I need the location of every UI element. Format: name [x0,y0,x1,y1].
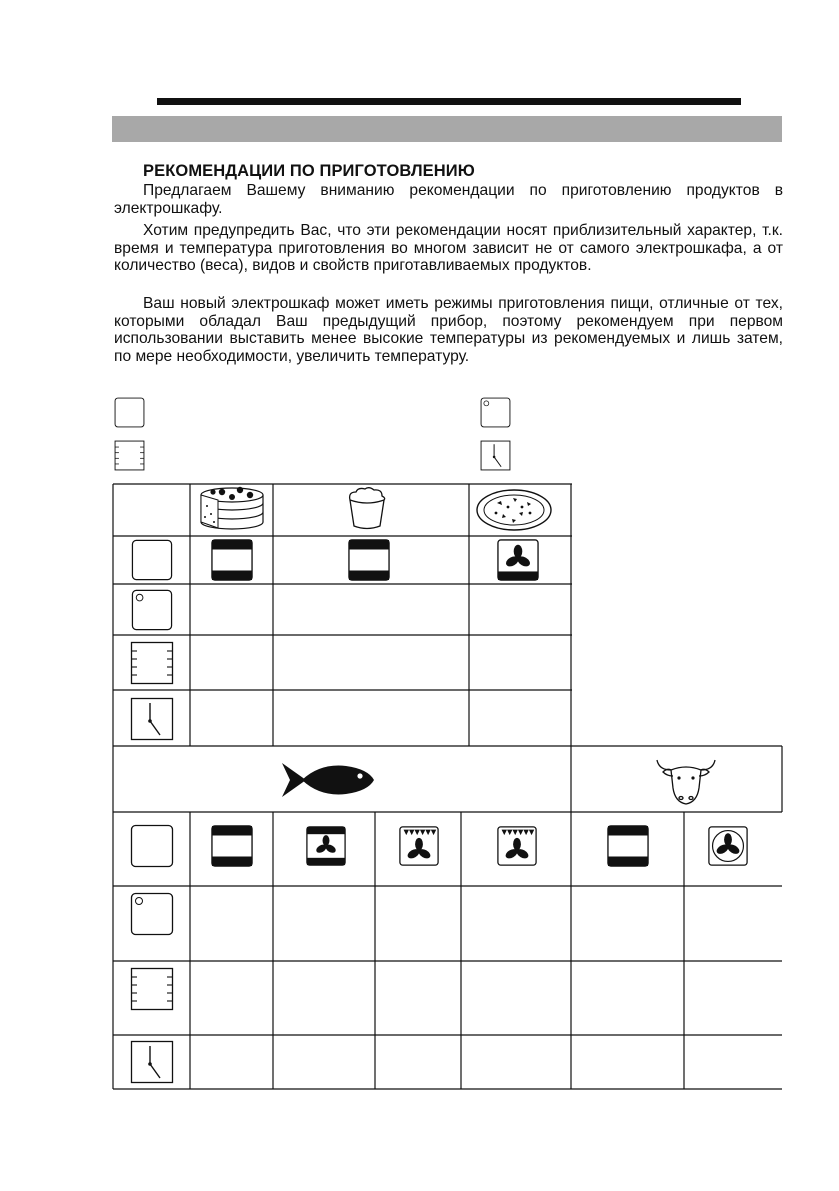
top-bottom-heat-icon [210,539,254,581]
paragraph-text: Хотим предупредить Вас, что эти рекомендации носят приблизительный характер, т.к. время и температура приготовления во многом зависит не от самого электрошкафа, а от количество (веса), видов и свойств приготавливаемых продуктов. [114,222,783,275]
grill-fan-icon [398,826,440,866]
row-oven-mode-icon [130,539,174,581]
fish-icon [280,760,376,800]
row-clock-icon [130,1040,174,1084]
pizza-icon [475,488,553,532]
row-clock-icon [130,697,174,741]
paragraph-text: Предлагаем Вашему вниманию рекомендации по приготовлению продуктов в электрошкафу. [114,182,783,217]
fan-bottom-heat-icon [497,539,539,581]
row-temperature-icon [130,589,174,631]
bread-loaf-icon [344,486,390,532]
top-bottom-heat-icon [606,825,650,867]
layer-cake-icon [196,486,268,532]
circular-fan-icon [707,826,749,866]
row-oven-mode-icon [130,824,174,868]
section-title: РЕКОМЕНДАЦИИ ПО ПРИГОТОВЛЕНИЮ [143,162,475,180]
paragraph-text: Ваш новый электрошкаф может иметь режимы приготовления пищи, отличные от тех, которыми обладал Ваш предыдущий прибор, поэтому рекомендуем при первом использовании выставить менее высокие температуры из рекомендуемых и лишь затем, по мере необходимости, увеличить температуру. [114,295,783,365]
row-temperature-icon [130,892,174,936]
row-shelf-level-icon [130,641,174,685]
fan-top-bottom-heat-icon [305,826,347,866]
row-shelf-level-icon [130,967,174,1011]
top-bottom-heat-icon [347,539,391,581]
top-bottom-heat-icon [210,825,254,867]
grill-fan-icon [496,826,538,866]
beef-icon [653,754,719,808]
